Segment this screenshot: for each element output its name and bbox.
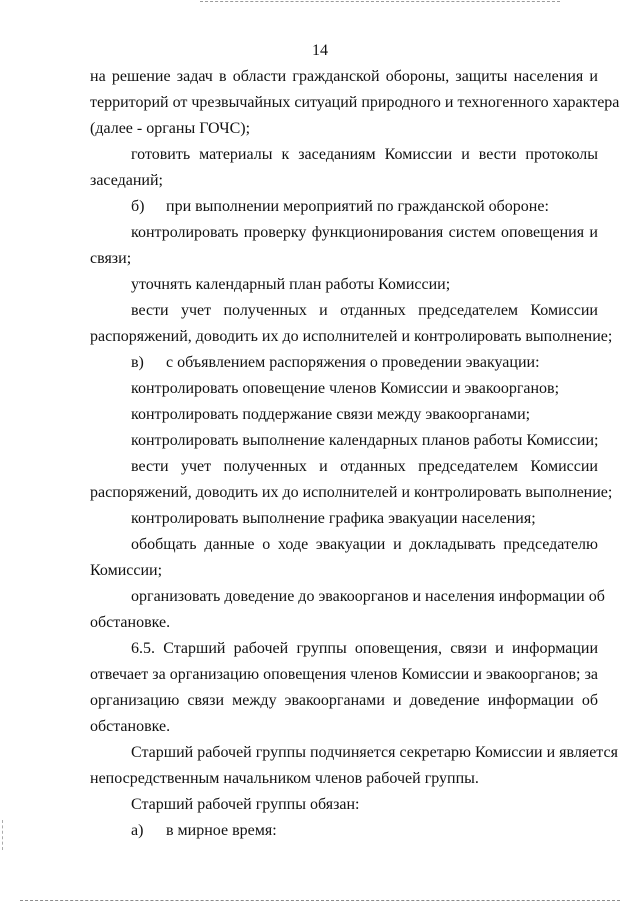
list-heading: с объявлением распоряжения о проведении эвакуации: (166, 354, 540, 371)
scan-edge-top (200, 1, 560, 2)
text-line: территорий от чрезвычайных ситуаций природного и техногенного характера (90, 94, 620, 111)
list-heading: в мирное время: (166, 822, 277, 839)
text-line: контролировать поддержание связи между эвакоорганами; (131, 406, 531, 423)
text-line: готовить материалы к заседаниям Комиссии и вести протоколы (131, 146, 598, 163)
text-line: вести учет полученных и отданных председателем Комиссии (131, 302, 598, 319)
text-line: заседаний; (90, 172, 163, 189)
text-line: обстановке. (90, 718, 171, 735)
text-line: (далее - органы ГОЧС); (90, 120, 251, 137)
list-heading: при выполнении мероприятий по гражданской обороне: (166, 198, 549, 215)
page-number: 14 (312, 42, 328, 59)
text-line: контролировать проверку функционирования систем оповещения и (131, 224, 598, 241)
text-line: Старший рабочей группы обязан: (131, 796, 360, 813)
text-line: контролировать оповещение членов Комиссии и эвакоорганов; (131, 380, 560, 397)
text-line: контролировать выполнение графика эвакуации населения; (131, 510, 536, 527)
list-marker: б) (131, 198, 145, 215)
scan-edge-left (2, 820, 3, 850)
text-line: связи; (90, 250, 132, 267)
text-line: организовать доведение до эвакоорганов и населения информации об (131, 588, 605, 605)
text-line: уточнять календарный план работы Комиссии; (131, 276, 451, 293)
text-line: распоряжений, доводить их до исполнителей и контролировать выполнение; (90, 328, 613, 345)
text-line: обобщать данные о ходе эвакуации и докладывать председателю (131, 536, 598, 553)
text-line: Комиссии; (90, 562, 163, 579)
list-marker: в) (131, 354, 144, 371)
list-marker: а) (131, 822, 144, 839)
text-line: Старший рабочей группы подчиняется секретарю Комиссии и является (131, 744, 618, 761)
section-line: 6.5. Старший рабочей группы оповещения, связи и информации (131, 640, 598, 657)
text-line: вести учет полученных и отданных председателем Комиссии (131, 458, 598, 475)
text-line: отвечает за организацию оповещения членов Комиссии и эвакоорганов; за (90, 666, 598, 683)
text-line: организацию связи между эвакоорганами и доведение информации об (90, 692, 598, 709)
text-line: непосредственным начальником членов рабочей группы. (90, 770, 479, 787)
text-line: распоряжений, доводить их до исполнителей и контролировать выполнение; (90, 484, 613, 501)
text-line: на решение задач в области гражданской обороны, защиты населения и (90, 68, 598, 85)
scan-edge-bottom (20, 900, 620, 901)
text-line: контролировать выполнение календарных планов работы Комиссии; (131, 432, 599, 449)
text-line: обстановке. (90, 614, 171, 631)
